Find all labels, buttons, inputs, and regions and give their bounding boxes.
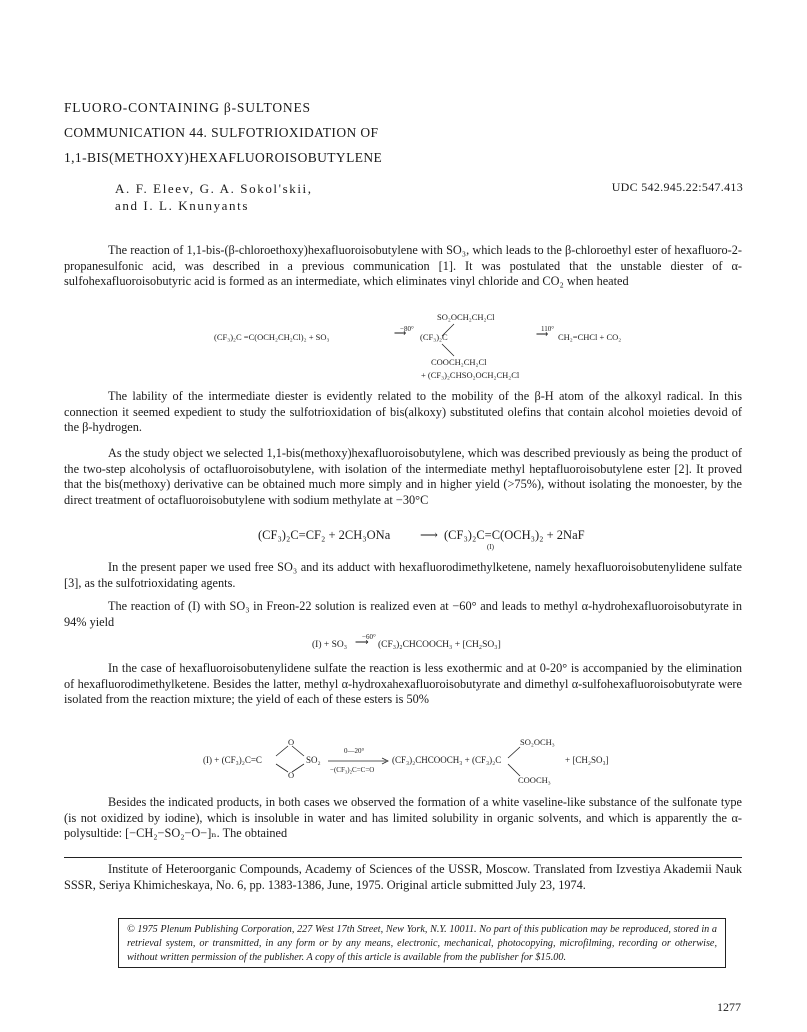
paragraph-1: The reaction of 1,1-bis-(β-chloroethoxy)hexafluoroisobutylene with SO₃, which leads to the β-chloroethyl ester of hexafluoro-2-propanesulfonic acid, was described in a previous communication [1]. It was postulated that the unstable diester of α-sulfohexafluoroisobutyric acid is formed as an intermediate, which eliminates vinyl chloride and CO₂ when heated [64, 243, 742, 289]
eq1-right: (CF₃)₂C=C(OCH₃)₂ + 2NaF [444, 528, 585, 542]
article-title-line-3: 1,1-BIS(METHOXY)HEXAFLUOROISOBUTYLENE [64, 150, 383, 165]
scheme2-bonds [506, 746, 528, 778]
article-title-line-2: COMMUNICATION 44. SULFOTRIOXIDATION OF [64, 125, 379, 140]
eq2-condition: −60° [362, 633, 376, 641]
article-page: FLUORO-CONTAINING β-SULTONES COMMUNICATION 44. SULFOTRIOXIDATION OF 1,1-BIS(METHOXY)HEXAFLUOROISOBUTYLENE A. F. Eleev, G. A. Sokol'skii, and I. L. Knunyants UDC 542.945.22:547.413 The reaction of 1,1-bis-(β-chloroethoxy)hexafluoroisobutylene with SO₃, which leads to the β-chloroethyl ester of hexafluoro-2-propanesulfonic acid, was described in a previous communication [1]. It was postulated that the unstable diester of α-sulfohexafluoroisobutyric acid is formed as an intermediate, which eliminates vinyl chloride and CO₂ when heated (CF₃)₂C =C(OCH₂CH₂Cl)₂ + SO₃ −80° ⟶ (CF₃)₂C SO₂OCH₂CH₂Cl COOCH₂CH₂Cl 110° ⟶ CH₂=CHCl + CO₂ + (CF₃)₂CHSO₂OCH₂CH₂Cl The lability of the intermediate diester is evidently related to the mobility of the β-H atom of the alkoxyl radical. In this connection it seemed expedient to study the sulfotrioxidation of bis(alkoxy) substituted olefins that contain alcohol moieties devoid of the β-hydrogen. As the study object we selected 1,1-bis(methoxy)hexafluoroisobutylene, which was described previously as being the product of the two-step alcoholysis of octafluoroisobutylene, with isolation of the intermediate methyl heptafluoroisobutylene ester [2]. It proved that the bis(methoxy) derivative can be obtained much more simply and in higher yield (>75%), without isolating the monoester, by the direct treatment of octafluoroisobutylene with sodium methylate at −30°C (CF₃)₂C=CF₂ + 2CH₃ONa ⟶ (CF₃)₂C=C(OCH₃)₂ + 2NaF (I) In the present paper we used free SO₃ and its adduct with hexafluorodimethylketene, namely hexafluoroisobutenylidene sulfate [3], as the sulfotrioxidating agents. The reaction of (I) with SO₃ in Freon-22 solution is realized even at −60° and leads to methyl α-hydrohexafluoroisobutyrate in 94% yield (I) + SO₃ −60° ⟶ (CF₃)₂CHCOOCH₃ + [CH₂SO₃] In the case of hexafluoroisobutenylidene sulfate the reaction is less exothermic and at 0-20° is accompanied by the elimination of hexafluorodimethylketene. Besides the latter, methyl α-hydroxahexafluoroisobutyrate and dimethyl α-sulfohexafluoroisobutyrate were isolated from the reaction mixture; the yield of each of these esters is 50% O O (I) + (CF₃)₂C=C SO₂ 0—20° −(CF₃)₂C=C=O (CF₃)₂CHCOOCH₃ + (CF₃)₂C SO₂OCH₃ COOCH₃ + [CH₂SO₃] Besides the indicated products, in both cases we observed the formation of a white vaseline-like substance of the sulfonate type (is not oxidized by iodine), which is insoluble in water and has limited solubility in organic solvents, and which is apparently the α-polysultide: [−CH₂−SO₂−O−]ₙ. The obtained Institute of Heteroorganic Compounds, Academy of Sciences of the USSR, Moscow. Translated from Izvestiya Akademii Nauk SSSR, Seriya Khimicheskaya, No. 6, pp. 1383-1386, June, 1975. Original article submitted July 23, 1974. © 1975 Plenum Publishing Corporation, 227 West 17th Street, New York, N.Y. 10011. No part of this publication may be reproduced, stored in a retrieval system, or transmitted, in any form or by any means, electronic, mechanical, photocopying, microfilming, recording or otherwise, without written permission of the publisher. A copy of this article is available from the publisher for $15.00. 1277 [64, 100, 743, 1014]
scheme1-top-group: SO₂OCH₂CH₂Cl [437, 312, 495, 322]
eq2-left: (I) + SO₃ [312, 640, 348, 650]
scheme2-bottom-group: COOCH₃ [518, 775, 551, 785]
scheme2-condition-bottom: −(CF₃)₂C=C=O [330, 766, 375, 774]
eq2-right: (CF₃)₂CHCOOCH₃ + [CH₂SO₃] [378, 640, 501, 650]
scheme2-product-1: (CF₃)₂CHCOOCH₃ + (CF₃)₂C [392, 755, 502, 765]
paragraph-5: The reaction of (I) with SO₃ in Freon-22 solution is realized even at −60° and leads to methyl α-hydrohexafluoroisobutyrate in 94% yield [64, 599, 742, 629]
eq1-label: (I) [487, 543, 494, 551]
scheme2-ring-bonds [272, 744, 312, 774]
footnote: Institute of Heteroorganic Compounds, Academy of Sciences of the USSR, Moscow. Translated from Izvestiya Akademii Nauk SSSR, Seriya Khimicheskaya, No. 6, pp. 1383-1386, June, 1975. Original article submitted July 23, 1974. [64, 862, 742, 892]
paragraph-6: In the case of hexafluoroisobutenylidene sulfate the reaction is less exothermic and at 0-20° is accompanied by the elimination of hexafluorodimethylketene. Besides the latter, methyl α-hydroxahexafluoroisobutyrate and dimethyl α-sulfohexafluoroisobutyrate were isolated from the reaction mixture; the yield of each of these esters is 50% [64, 661, 742, 707]
scheme1-bottom-group: COOCH₂CH₂Cl [431, 357, 487, 367]
scheme2-ring-so2: SO₂ [306, 755, 321, 765]
scheme2-condition-top: 0—20° [344, 747, 365, 755]
scheme2-left: (I) + (CF₃)₂C=C [203, 755, 262, 765]
scheme2-ring-o-bottom: O [288, 770, 295, 780]
scheme2-top-group: SO₂OCH₃ [520, 737, 555, 747]
scheme1-bonds [440, 322, 460, 358]
paragraph-4: In the present paper we used free SO₃ and its adduct with hexafluorodimethylketene, namely hexafluoroisobutenylidene sulfate [3], as the sulfotrioxidating agents. [64, 560, 742, 590]
scheme2-ring-o-top: O [288, 737, 295, 747]
scheme1-side-product: + (CF₃)₂CHSO₂OCH₂CH₂Cl [421, 370, 520, 380]
paragraph-3: As the study object we selected 1,1-bis(methoxy)hexafluoroisobutylene, which was described previously as being the product of the two-step alcoholysis of octafluoroisobutylene, with isolation of the intermediate methyl heptafluoroisobutylene ester [2]. It proved that the bis(methoxy) derivative can be obtained much more simply and in higher yield (>75%), without isolating the monoester, by the direct treatment of octafluoroisobutylene with sodium methylate at −30°C [64, 446, 742, 507]
scheme2-arrow [328, 757, 390, 765]
scheme1-intermediate: (CF₃)₂C [420, 332, 448, 342]
paragraph-7: Besides the indicated products, in both cases we observed the formation of a white vaseline-like substance of the sulfonate type (is not oxidized by iodine), which is insoluble in water and has limited solubility in organic solvents, and which is apparently the α-polysultide: [−CH₂−SO₂−O−]ₙ. The obtained [64, 795, 742, 841]
scheme1-reactant: (CF₃)₂C =C(OCH₂CH₂Cl)₂ + SO₃ [214, 332, 330, 342]
authors: A. F. Eleev, G. A. Sokol'skii, and I. L. Knunyants [115, 181, 313, 213]
article-title-line-1: FLUORO-CONTAINING β-SULTONES [64, 100, 311, 115]
scheme1-products: CH₂=CHCl + CO₂ [558, 332, 622, 342]
udc-code: UDC 542.945.22:547.413 [611, 180, 743, 194]
scheme1-condition-1: −80° [400, 325, 414, 333]
paragraph-2: The lability of the intermediate diester is evidently related to the mobility of the β-H atom of the alkoxyl radical. In this connection it seemed expedient to study the sulfotrioxidation of bis(alkoxy) substituted olefins that contain alcohol moieties devoid of the β-hydrogen. [64, 389, 742, 435]
footnote-divider [64, 857, 742, 858]
copyright-notice: © 1975 Plenum Publishing Corporation, 227 West 17th Street, New York, N.Y. 10011. No part of this publication may be reproduced, stored in a retrieval system, or transmitted, in any form or by any means, electronic, mechanical, photocopying, microfilming, recording or otherwise, without written permission of the publisher. A copy of this article is available from the publisher for $15.00. [118, 918, 726, 968]
eq1-left: (CF₃)₂C=CF₂ + 2CH₃ONa [258, 528, 391, 542]
scheme1-condition-2: 110° [541, 325, 555, 333]
scheme2-product-2: + [CH₂SO₃] [565, 755, 609, 765]
page-number: 1277 [717, 1000, 741, 1014]
